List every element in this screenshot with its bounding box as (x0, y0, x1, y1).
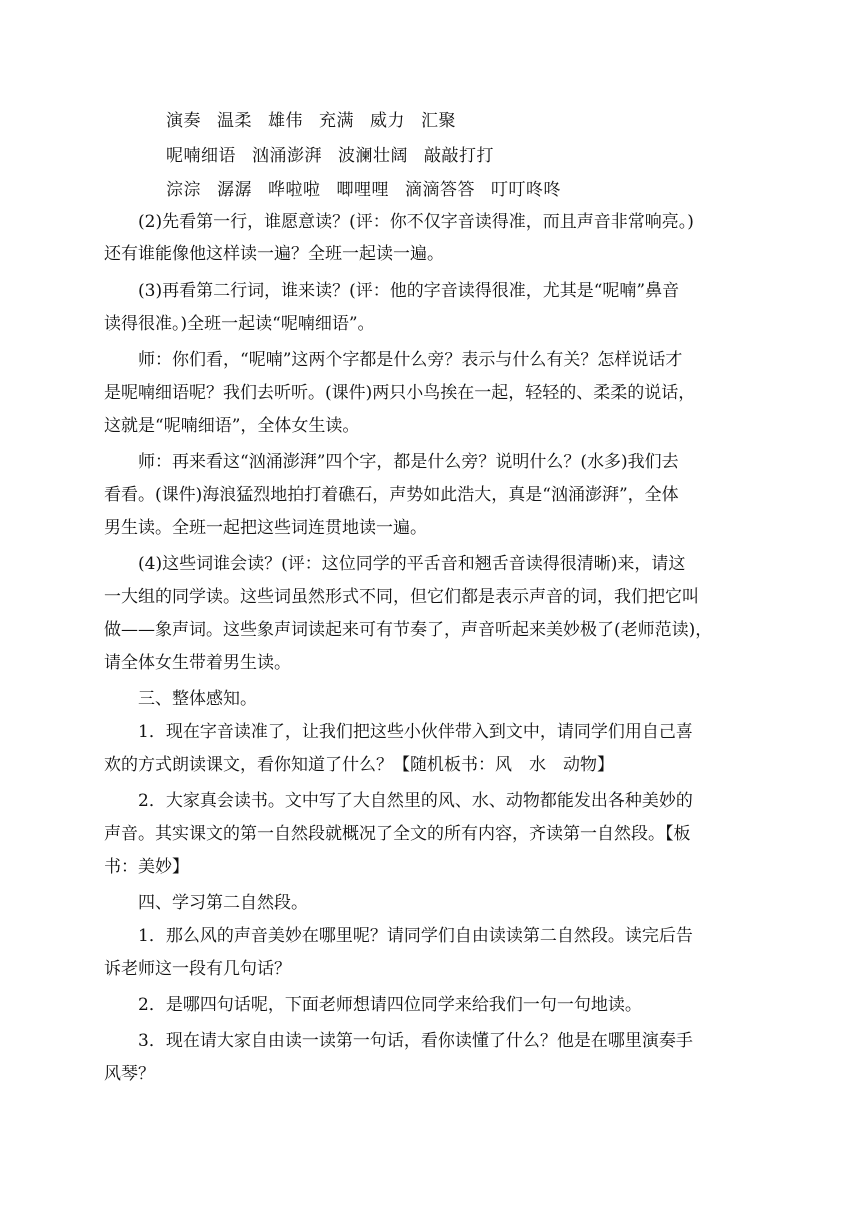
vocab-word: 哗啦啦 (268, 180, 321, 200)
text-line: 风琴？ (104, 1064, 155, 1084)
vocab-word: 演奏 (166, 111, 201, 131)
text-line: 师：再来看这“汹涌澎湃”四个字，都是什么旁？说明什么？(水多)我们去 (138, 452, 679, 472)
text-line: 诉老师这一段有几句话？ (104, 959, 291, 979)
vocab-word: 威力 (370, 111, 405, 131)
vocab-word: 汹涌澎湃 (252, 146, 322, 166)
text-line: 读得很准。)全班一起读“呢喃细语”。 (104, 314, 375, 334)
vocab-row-1 (166, 111, 746, 131)
text-line: 请全体女生带着男生读。 (104, 653, 291, 673)
vocab-word: 淙淙 (166, 180, 201, 200)
vocab-word: 温柔 (217, 111, 252, 131)
text-line: (2)先看第一行，谁愿意读？(评：你不仅字音读得准，而且声音非常响亮。) (138, 212, 694, 232)
text-line: 还有谁能像他这样读一遍？全班一起读一遍。 (104, 244, 444, 264)
text-line: 2．是哪四句话呢，下面老师想请四位同学来给我们一句一句地读。 (138, 995, 642, 1015)
text-line: 声音。其实课文的第一自然段就概况了全文的所有内容，齐读第一自然段。【板 (104, 824, 691, 844)
vocab-word: 唧哩哩 (336, 180, 389, 200)
vocab-word: 敲敲打打 (424, 146, 494, 166)
section-heading: 四、学习第二自然段。 (138, 893, 308, 913)
text-line: 3．现在请大家自由读一读第一句话，看你读懂了什么？他是在哪里演奏手 (138, 1031, 693, 1051)
vocab-word: 波澜壮阔 (338, 146, 408, 166)
vocab-row-2 (166, 146, 746, 166)
text-line: 2．大家真会读书。文中写了大自然里的风、水、动物都能发出各种美妙的 (138, 791, 693, 811)
section-heading: 三、整体感知。 (138, 689, 257, 709)
vocab-row-3 (166, 180, 746, 200)
vocab-word: 滴滴答答 (405, 180, 475, 200)
vocab-word: 潺潺 (217, 180, 252, 200)
vocab-word: 充满 (319, 111, 354, 131)
vocab-word: 呢喃细语 (166, 146, 236, 166)
text-line: 1．那么风的声音美妙在哪里呢？请同学们自由读读第二自然段。读完后告 (138, 926, 693, 946)
text-line: 男生读。全班一起把这些词连贯地读一遍。 (104, 518, 427, 538)
text-line: 1．现在字音读准了，让我们把这些小伙伴带入到文中，请同学们用自己喜 (138, 722, 693, 742)
text-line: 看看。(课件)海浪猛烈地拍打着礁石，声势如此浩大，真是“汹涌澎湃”，全体 (104, 485, 679, 505)
text-line: (4)这些词谁会读？(评：这位同学的平舌音和翘舌音读得很清晰)来，请这 (138, 554, 686, 574)
text-line: 书：美妙】 (104, 857, 189, 877)
text-line: 一大组的同学读。这些词虽然形式不同，但它们都是表示声音的词，我们把它叫 (104, 587, 699, 607)
text-line: 这就是“呢喃细语”，全体女生读。 (104, 416, 360, 436)
text-line: 是呢喃细语呢？我们去听听。(课件)两只小鸟挨在一起，轻轻的、柔柔的说话， (104, 383, 696, 403)
vocab-word: 汇聚 (421, 111, 456, 131)
vocab-word: 叮叮咚咚 (491, 180, 561, 200)
text-line: (3)再看第二行词，谁来读？(评：他的字音读得很准，尤其是“呢喃”鼻音 (138, 281, 680, 301)
text-line: 欢的方式朗读课文，看你知道了什么？【随机板书：风 水 动物】 (104, 755, 614, 775)
text-line: 师：你们看，“呢喃”这两个字都是什么旁？表示与什么有关？怎样说话才 (138, 350, 683, 370)
text-line: 做——象声词。这些象声词读起来可有节奏了，声音听起来美妙极了(老师范读)， (104, 620, 713, 640)
vocab-word: 雄伟 (268, 111, 303, 131)
